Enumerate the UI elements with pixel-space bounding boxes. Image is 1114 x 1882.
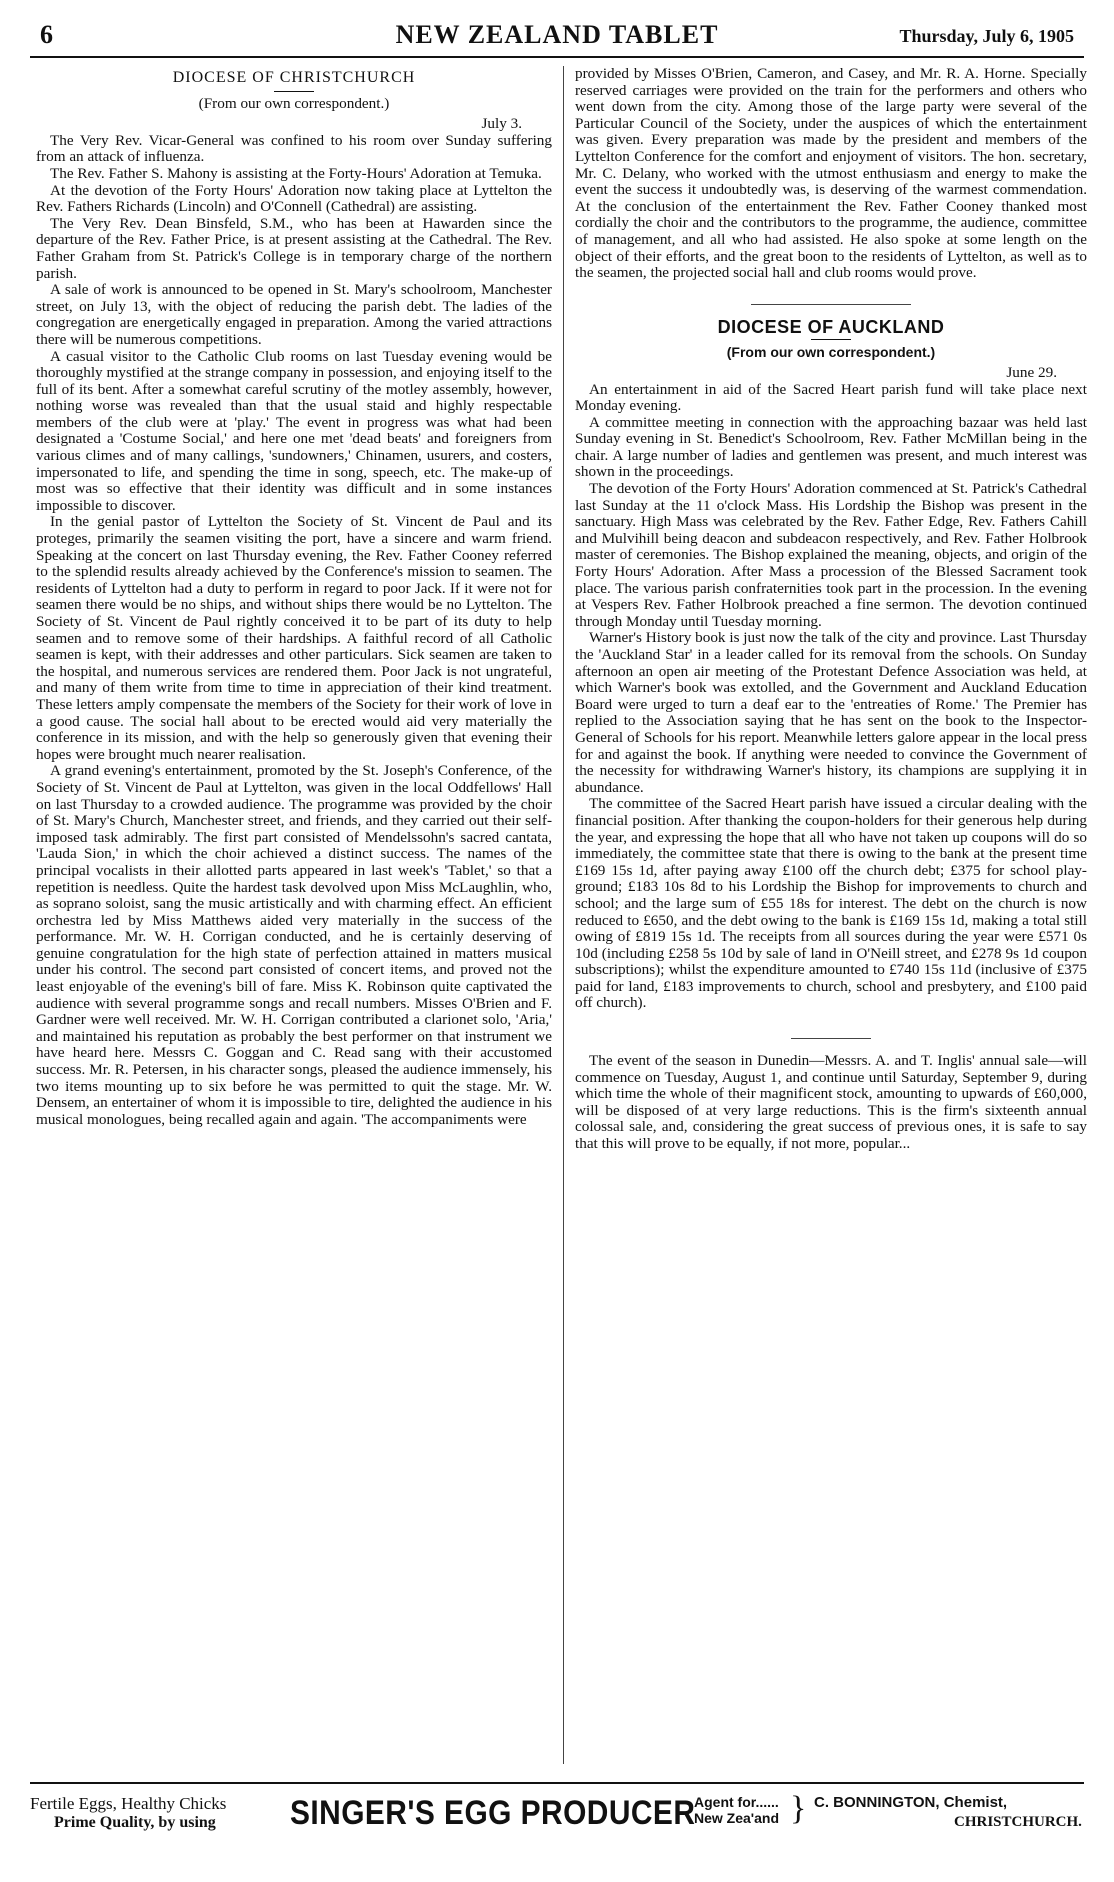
- advertisement: [30, 1788, 1084, 1848]
- article-paragraph: A committee meeting in connection with the approaching bazaar was held last Sunday evening in St. Benedict's Schoolroom, Rev. Father McMillan being in the chair. A large number of ladies and gentlemen was present, and much interest was shown in the proceedings.: [575, 413, 1087, 481]
- left-column: [36, 66, 552, 1764]
- ad-product: SINGER'S EGG PRODUCER: [290, 1794, 696, 1832]
- article-paragraph: The committee of the Sacred Heart parish have issued a circular dealing with the financial position. After thanking the coupon-holders for their generous help during the year, and expressing the hope that all who have not taken up coupons will do so immediately, the committee state that there is owing to the bank at the present time £169 15s 1d, after paying away £100 off the church debt; £375 for school play-ground; £183 10s 8d to his Lordship the Bishop for improvements to church and school; and the large sum of £55 18s for interest. The debt on the church is now reduced to £650, and the debt owing to the bank is £169 15s 1d, making a total still owing of £819 15s 1d. The receipts from all sources during the year were £571 0s 10d (including £258 5s 10d by sale of land in O'Neill street, and £278 9s 1d coupon subscriptions); whilst the expenditure amounted to £740 15s 11d (inclusive of £375 paid for land, £183 improvements to church, school and presbytery, and £100 paid off church).: [575, 795, 1087, 1012]
- right-column: [575, 66, 1087, 1764]
- article-paragraph: Warner's History book is just now the talk of the city and province. Last Thursday the 'Auckland Star' in a leader called for its removal from the schools. On Sunday afternoon an open air meeting of the Protestant Defence Association was held, at which Warner's book was extolled, and the Government and Auckland Education Board were urged to turn a deaf ear to the 'entreaties of Rome.' The Premier has replied to the Association saying that he has sent on the book to the Inspector-General of Schools for his report. Meanwhile letters galore appear in the local press for and against the book. If anything were needed to convince the Government of the necessity for withdrawing Warner's history, its champions are supplying it in abundance.: [575, 629, 1087, 796]
- article-paragraph: The Rev. Father S. Mahony is assisting at the Forty-Hours' Adoration at Temuka.: [50, 164, 542, 182]
- christchurch-date: July 3.: [481, 115, 522, 133]
- ad-line-1: Fertile Eggs, Healthy Chicks: [30, 1794, 227, 1813]
- auckland-date: June 29.: [1006, 363, 1057, 381]
- section-separator: [751, 304, 911, 305]
- article-paragraph: At the devotion of the Forty Hours' Adoration now taking place at Lyttelton the Rev. Fathers Richards (Lincoln) and O'Connell (Cathedral) are assisting.: [36, 181, 552, 216]
- brace-glyph: }: [790, 1790, 807, 1827]
- section-separator: [791, 1038, 871, 1039]
- article-paragraph: An entertainment in aid of the Sacred Heart parish fund will take place next Monday evening.: [575, 380, 1087, 415]
- ad-city: CHRISTCHURCH.: [954, 1814, 1082, 1830]
- ad-chemist: C. BONNINGTON, Chemist,: [814, 1794, 1008, 1811]
- column-divider: [563, 66, 564, 1764]
- ad-agent: [694, 1794, 779, 1826]
- article-paragraph: A casual visitor to the Catholic Club rooms on last Tuesday evening would be thoroughly mystified at the strange company in possession, and enjoying itself to the full of its bent. After a somewhat careful scrutiny of the motley assembly, however, nothing worse was revealed than that the usual staid and highly respectable members of the club were at 'play.' The event in progress was what had been designated a 'Costume Social,' and here one met 'dead beats' and foreigners from various climes and of many callings, 'sundowners,' Chinamen, usurers, and costers, impersonated to life, and spending the time in song, speech, etc. The make-up of most was so effective that their identity was difficult and in some instances impossible to discover.: [36, 347, 552, 514]
- auckland-byline: (From our own correspondent.): [726, 344, 936, 361]
- ad-agent-line-2: New Zea'and: [694, 1810, 780, 1826]
- title-rule: [274, 91, 314, 92]
- ad-agent-line-1: Agent for......: [694, 1794, 779, 1810]
- issue-date: Thursday, July 6, 1905: [899, 26, 1074, 46]
- christchurch-byline: (From our own correspondent.): [198, 94, 390, 112]
- footer-rule: [30, 1782, 1084, 1784]
- auckland-title: DIOCESE OF AUCKLAND: [717, 316, 945, 337]
- page-header: [30, 20, 1084, 58]
- ad-line-2: Prime Quality, by using: [54, 1814, 216, 1831]
- masthead: NEW ZEALAND TABLET: [395, 20, 719, 49]
- article-paragraph: The devotion of the Forty Hours' Adoration commenced at St. Patrick's Cathedral last Sunday at the 11 o'clock Mass. His Lordship the Bishop was present in the sanctuary. High Mass was celebrated by the Rev. Father Edge, Rev. Fathers Cahill and Mulvihill being deacon and subdeacon respectively, and Rev. Father Holbrook master of ceremonies. The Bishop explained the meaning, objects, and origin of the Forty Hours' Adoration. After Mass a procession of the Blessed Sacrament took place. The various parish confraternities took part in the procession. In the evening at Vespers Rev. Father Holbrook preached a fine sermon. The devotion continued through Monday until Tuesday morning.: [575, 480, 1087, 630]
- article-paragraph: The Very Rev. Vicar-General was confined to his room over Sunday suffering from an attack of influenza.: [36, 131, 552, 166]
- article-paragraph: A grand evening's entertainment, promoted by the St. Joseph's Conference, of the Society of St. Vincent de Paul at Lyttelton, was given in the local Oddfellows' Hall on last Thursday to a crowded audience. The programme was provided by the choir of St. Mary's Church, Manchester street, and friends, and they carried out their self-imposed task admirably. The first part consisted of Mendelssohn's sacred cantata, 'Lauda Sion,' in which the choir achieved a distinct success. The names of the principal vocalists in their allotted parts appeared in last week's 'Tablet,' so that a repetition is needless. Quite the hardest task devolved upon Miss McLaughlin, who, as soprano soloist, sang the music artistically and with charming effect. An efficient orchestra led by Miss Matthews aided very materially in the success of the performance. Mr. W. H. Corrigan conducted, and he is certainly deserving of genuine congratulation for the high state of perfection attained in matters musical under his control. The second part consisted of concert items, and proved not the least enjoyable of the evening's bill of fare. Miss K. Robinson quite captivated the audience with several programme songs and recall numbers. Misses O'Brien and F. Gardner were well received. Mr. W. H. Corrigan contributed a clarionet solo, 'Aria,' and maintained his reputation as probably the best performer on that instrument we have heard here. Messrs C. Goggan and C. Read sang with their accustomed success. Mr. R. Petersen, in his character songs, pleased the audience immensely, his two items mounting up to six before he was permitted to quit the stage. Mr. W. Densem, an entertainer of whom it is impossible to tire, delighted the audience in his musical monologues, being recalled again and again. 'The accompaniments were: [36, 762, 552, 1128]
- page-number: 6: [40, 20, 53, 49]
- title-rule: [811, 339, 851, 340]
- sale-notice: The event of the season in Dunedin—Messrs. A. and T. Inglis' annual sale—will commence on Tuesday, August 1, and continue until Saturday, September 9, during which time the whole of their magnificent stock, amounting to upwards of £60,000, will be disposed of at very large reductions. This is the firm's sixteenth annual colossal sale, and, considering the great success of previous ones, it is safe to say that this will prove to be equally, if not more, popular...: [575, 1052, 1087, 1153]
- article-continuation: provided by Misses O'Brien, Cameron, and Casey, and Mr. R. A. Horne. Specially reserved carriages were provided on the train for the performers and others who went down from the city. Among those of the large party were several of the Particular Council of the Society, under the auspices of which the entertainment was given. Every preparation was made by the president and members of the Lyttelton Conference for the comfort and enjoyment of visitors. The hon. secretary, Mr. C. Delany, who worked with the utmost enthusiasm and energy to make the event the success it undoubtedly was, is deserving of the warmest commendation. At the conclusion of the entertainment the Rev. Father Cooney thanked most cordially the choir and the contributors to the programme, the audience, committee of management, and all who had assisted. He also spoke at some length on the object of their efforts, and the great boon to the residents of Lyttelton, as well as to the seamen, the projected social hall and club rooms would prove.: [575, 66, 1087, 282]
- article-paragraph: A sale of work is announced to be opened in St. Mary's schoolroom, Manchester street, on July 13, with the object of reducing the parish debt. The ladies of the congregation are energetically engaged in preparation. Among the varied attractions there will be numerous competitions.: [36, 281, 552, 348]
- christchurch-title: DIOCESE OF CHRISTCHURCH: [172, 69, 416, 86]
- article-paragraph: In the genial pastor of Lyttelton the Society of St. Vincent de Paul and its proteges, primarily the seamen visiting the port, have a sincere and warm friend. Speaking at the concert on last Thursday evening, the Rev. Father Cooney referred to the splendid results already achieved by the Conference's mission to seamen. The residents of Lyttelton had a duty to perform in regard to poor Jack. If it were not for seamen there would be no ships, and without ships there would be no Lyttelton. The Society of St. Vincent de Paul rightly conceived it to be part of its duty to help seamen and to remove some of their hardships. A faithful record of all Catholic seamen is kept, with their addresses and other particulars. Sick seamen are taken to the hospital, and numerous services are rendered them. Poor Jack is not ungrateful, and many of them write from time to time in appreciation of their kind treatment. These letters amply compensate the members of the Society for their work of love in a good cause. The social hall about to be erected would aid very materially the conference in its mission, and with the help so generously given that evening their hopes were brought much nearer realisation.: [36, 513, 552, 763]
- article-paragraph: The Very Rev. Dean Binsfeld, S.M., who has been at Hawarden since the departure of the Rev. Father Price, is at present assisting at the Cathedral. The Rev. Father Graham from St. Patrick's College is in temporary charge of the northern parish.: [36, 214, 552, 282]
